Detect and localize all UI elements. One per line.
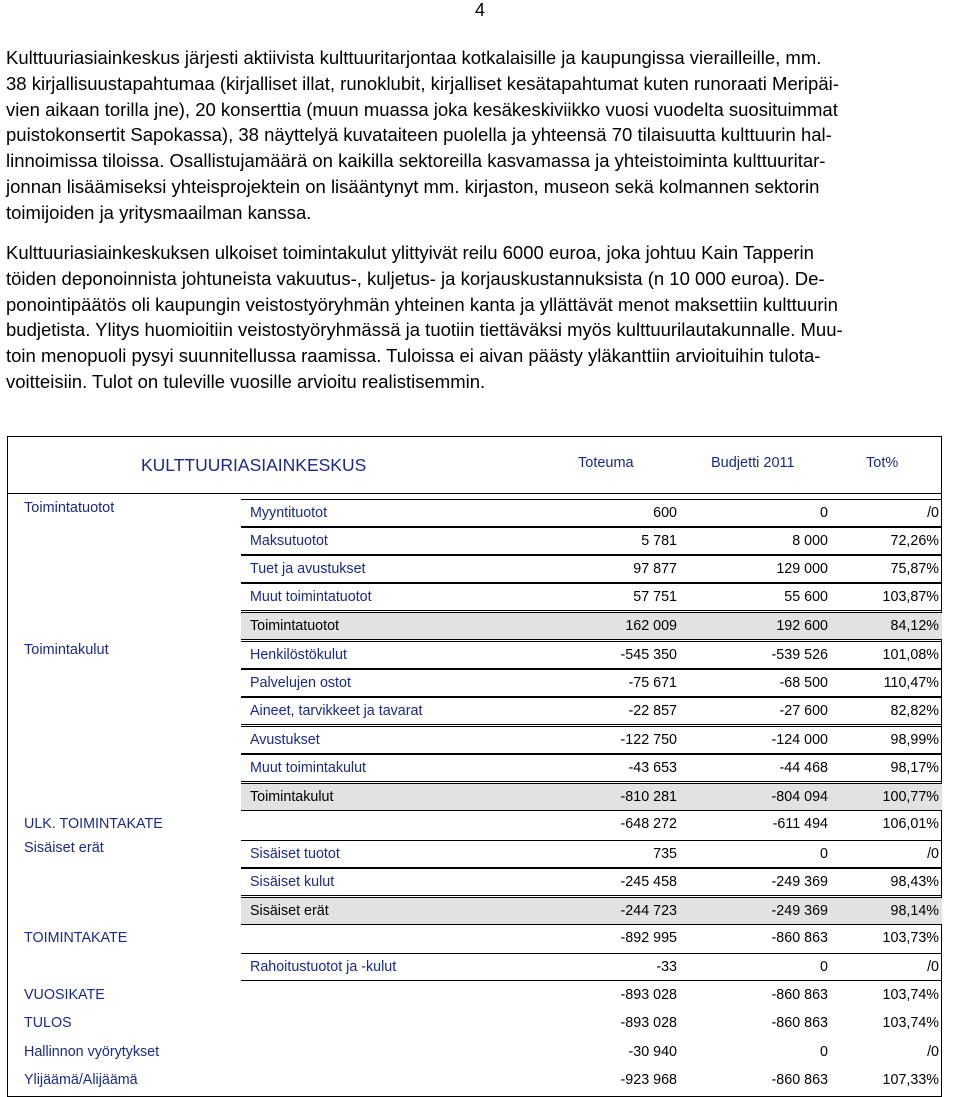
column-header-budjetti: Budjetti 2011 bbox=[711, 455, 795, 471]
text-line: 38 kirjallisuustapahtumaa (kirjalliset illat, runoklubit, kirjalliset kesätapahtumat kuten runoraati Meripäi- bbox=[6, 72, 839, 94]
text-line: vien aikaan torilla jne), 20 konserttia (muun muassa joka kesäkeskiviikko vuosi vuodelta suosituimmat bbox=[6, 98, 838, 120]
text-line: töiden deponoinnista johtuneista vakuutus-, kuljetus- ja korjauskustannuksista (n 10 000 euroa). De- bbox=[6, 267, 825, 289]
row-label: Myyntituotot bbox=[250, 505, 328, 521]
value-tot-percent: 100,77% bbox=[882, 789, 939, 805]
value-toteuma: 600 bbox=[653, 505, 677, 521]
value-toteuma: 97 877 bbox=[633, 561, 677, 577]
section-label-toimintatuotot: Toimintatuotot bbox=[24, 500, 115, 516]
paragraph-budget bbox=[6, 240, 956, 395]
value-budjetti: 0 bbox=[820, 505, 828, 521]
total-row bbox=[8, 811, 942, 839]
value-budjetti: -27 600 bbox=[779, 703, 828, 719]
text-line: Kulttuuriasiainkeskuksen ulkoiset toimintakulut ylittyivät reilu 6000 euroa, joka johtuu Kain Tapperin bbox=[6, 242, 814, 263]
value-toteuma: -648 272 bbox=[620, 816, 677, 832]
row-label: Aineet, tarvikkeet ja tavarat bbox=[250, 703, 423, 719]
text-line: linnoimissa tiloissa. Osallistujamäärä on kaikilla sektoreilla kasvamassa ja yhteistoiminta kulttuuritar- bbox=[6, 150, 826, 172]
table-row bbox=[241, 726, 942, 754]
text-line: ponointipäätös oli kaupungin veistostyöryhmän yhteinen kanta ja yllättävät menot maksettiin kulttuurin bbox=[6, 293, 838, 315]
value-tot-percent: 84,12% bbox=[890, 618, 939, 634]
value-toteuma: -810 281 bbox=[620, 789, 677, 805]
column-header-tot-percent: Tot% bbox=[866, 455, 899, 471]
value-tot-percent: 98,17% bbox=[890, 760, 939, 776]
budget-table bbox=[7, 436, 942, 1097]
value-budjetti: -611 494 bbox=[772, 816, 828, 832]
value-budjetti: -804 094 bbox=[771, 789, 828, 805]
total-row bbox=[8, 1067, 942, 1095]
table-row bbox=[241, 953, 942, 981]
value-budjetti: 0 bbox=[820, 1044, 828, 1060]
value-tot-percent: 72,26% bbox=[890, 533, 939, 549]
value-tot-percent: /0 bbox=[927, 1044, 939, 1060]
value-budjetti: -860 863 bbox=[771, 1072, 828, 1088]
value-tot-percent: 103,87% bbox=[882, 589, 939, 605]
row-label: TOIMINTAKATE bbox=[24, 930, 128, 946]
row-label: Muut toimintakulut bbox=[250, 760, 367, 776]
table-row bbox=[241, 669, 942, 697]
value-budjetti: -44 468 bbox=[779, 760, 828, 776]
table-row bbox=[241, 583, 942, 611]
text-line: jonnan lisäämiseksi yhteisprojektein on lisääntynyt mm. kirjaston, museon sekä kolmannen sektorin bbox=[6, 175, 820, 197]
subtotal-row bbox=[241, 897, 942, 925]
section-label-toimintakulut: Toimintakulut bbox=[24, 642, 109, 658]
row-label: Avustukset bbox=[250, 732, 320, 748]
row-label: Sisäiset erät bbox=[250, 903, 329, 919]
row-label: Toimintatuotot bbox=[250, 618, 340, 634]
value-budjetti: -249 369 bbox=[771, 903, 828, 919]
value-tot-percent: 98,43% bbox=[890, 874, 939, 890]
value-budjetti: 129 000 bbox=[776, 561, 828, 577]
text-line: toimijoiden ja yritysmaailman kanssa. bbox=[6, 201, 312, 223]
value-tot-percent: /0 bbox=[927, 959, 939, 975]
value-budjetti: -124 000 bbox=[771, 732, 828, 748]
value-tot-percent: 75,87% bbox=[890, 561, 939, 577]
row-label: TULOS bbox=[24, 1015, 72, 1031]
value-tot-percent: 101,08% bbox=[882, 647, 939, 663]
total-row bbox=[8, 982, 942, 1010]
value-toteuma: 57 751 bbox=[633, 589, 677, 605]
table-row bbox=[241, 754, 942, 782]
value-toteuma: -22 857 bbox=[628, 703, 677, 719]
table-title: KULTTUURIASIAINKESKUS bbox=[141, 455, 367, 475]
value-budjetti: 8 000 bbox=[792, 533, 828, 549]
value-toteuma: 735 bbox=[653, 846, 677, 862]
table-row bbox=[241, 697, 942, 725]
value-toteuma: -122 750 bbox=[620, 732, 677, 748]
value-toteuma: -892 995 bbox=[620, 930, 677, 946]
value-toteuma: -244 723 bbox=[620, 903, 677, 919]
table-row bbox=[241, 868, 942, 896]
value-budjetti: 0 bbox=[820, 959, 828, 975]
row-label: ULK. TOIMINTAKATE bbox=[24, 816, 163, 832]
subtotal-row bbox=[241, 783, 942, 811]
value-toteuma: -245 458 bbox=[620, 874, 677, 890]
row-label: Henkilöstökulut bbox=[250, 647, 347, 663]
table-row bbox=[241, 641, 942, 669]
total-row bbox=[8, 925, 942, 953]
text-line: toin menopuoli pysyi suunnitellussa raamissa. Tuloissa ei aivan päästy yläkanttiin arvioituihin tulota- bbox=[6, 345, 821, 367]
row-label: Ylijäämä/Alijäämä bbox=[24, 1072, 138, 1088]
value-toteuma: -33 bbox=[656, 959, 677, 975]
text-line: puistokonsertit Sapokassa), 38 näyttelyä kuvataiteen puolella ja yhteensä 70 tilaisuutta kulttuurin hal- bbox=[6, 124, 832, 146]
section-label-sisaiset-erat: Sisäiset erät bbox=[24, 840, 104, 856]
total-row bbox=[8, 1010, 942, 1038]
value-tot-percent: 98,14% bbox=[890, 903, 939, 919]
row-label: Muut toimintatuotot bbox=[250, 589, 372, 605]
value-toteuma: -923 968 bbox=[620, 1072, 677, 1088]
value-tot-percent: 82,82% bbox=[890, 703, 939, 719]
value-toteuma: -30 940 bbox=[628, 1044, 677, 1060]
table-row bbox=[241, 499, 942, 527]
header-divider bbox=[8, 493, 941, 494]
row-label: VUOSIKATE bbox=[24, 987, 105, 1003]
value-budjetti: -860 863 bbox=[771, 1015, 828, 1031]
value-budjetti: -68 500 bbox=[779, 675, 828, 691]
table-row bbox=[241, 555, 942, 583]
row-label: Tuet ja avustukset bbox=[250, 561, 366, 577]
value-tot-percent: /0 bbox=[927, 505, 939, 521]
table-row bbox=[241, 527, 942, 555]
value-toteuma: -75 671 bbox=[628, 675, 677, 691]
row-label: Toimintakulut bbox=[250, 789, 334, 805]
value-toteuma: -893 028 bbox=[620, 987, 677, 1003]
value-budjetti: -860 863 bbox=[771, 930, 828, 946]
table-row bbox=[241, 840, 942, 868]
value-tot-percent: 110,47% bbox=[883, 675, 939, 691]
value-toteuma: -893 028 bbox=[620, 1015, 677, 1031]
value-toteuma: -545 350 bbox=[620, 647, 677, 663]
value-budjetti: -539 526 bbox=[771, 647, 828, 663]
value-toteuma: 162 009 bbox=[625, 618, 677, 634]
text-line: Kulttuuriasiainkeskus järjesti aktiivista kulttuuritarjontaa kotkalaisille ja kaupungissa vierailleille, mm. bbox=[6, 47, 822, 68]
value-tot-percent: 103,74% bbox=[882, 987, 939, 1003]
value-tot-percent: 103,73% bbox=[882, 930, 939, 946]
row-label: Maksutuotot bbox=[250, 533, 328, 549]
value-tot-percent: /0 bbox=[927, 846, 939, 862]
total-row bbox=[8, 1039, 942, 1067]
value-tot-percent: 98,99% bbox=[890, 732, 939, 748]
value-budjetti: -860 863 bbox=[771, 987, 828, 1003]
value-budjetti: 192 600 bbox=[776, 618, 828, 634]
text-line: voitteisiin. Tulot on tuleville vuosille arvioitu realistisemmin. bbox=[6, 370, 486, 392]
value-tot-percent: 106,01% bbox=[882, 816, 939, 832]
value-toteuma: -43 653 bbox=[628, 760, 677, 776]
row-label: Palvelujen ostot bbox=[250, 675, 351, 691]
page-number: 4 bbox=[475, 0, 486, 20]
paragraph-activities bbox=[6, 45, 956, 226]
value-tot-percent: 103,74% bbox=[882, 1015, 939, 1031]
value-budjetti: -249 369 bbox=[771, 874, 828, 890]
value-tot-percent: 107,33% bbox=[882, 1072, 939, 1088]
text-line: budjetista. Ylitys huomioitiin veistostyöryhmässä ja tuotiin tiettäväksi myös kulttuurilautakunnalle. Muu- bbox=[6, 319, 843, 341]
row-label: Sisäiset tuotot bbox=[250, 846, 340, 862]
column-header-toteuma: Toteuma bbox=[578, 455, 634, 471]
value-toteuma: 5 781 bbox=[641, 533, 677, 549]
value-budjetti: 55 600 bbox=[784, 589, 828, 605]
row-label: Sisäiset kulut bbox=[250, 874, 335, 890]
value-budjetti: 0 bbox=[820, 846, 828, 862]
subtotal-row bbox=[241, 612, 942, 640]
row-label: Hallinnon vyörytykset bbox=[24, 1044, 160, 1060]
row-label: Rahoitustuotot ja -kulut bbox=[250, 959, 397, 975]
